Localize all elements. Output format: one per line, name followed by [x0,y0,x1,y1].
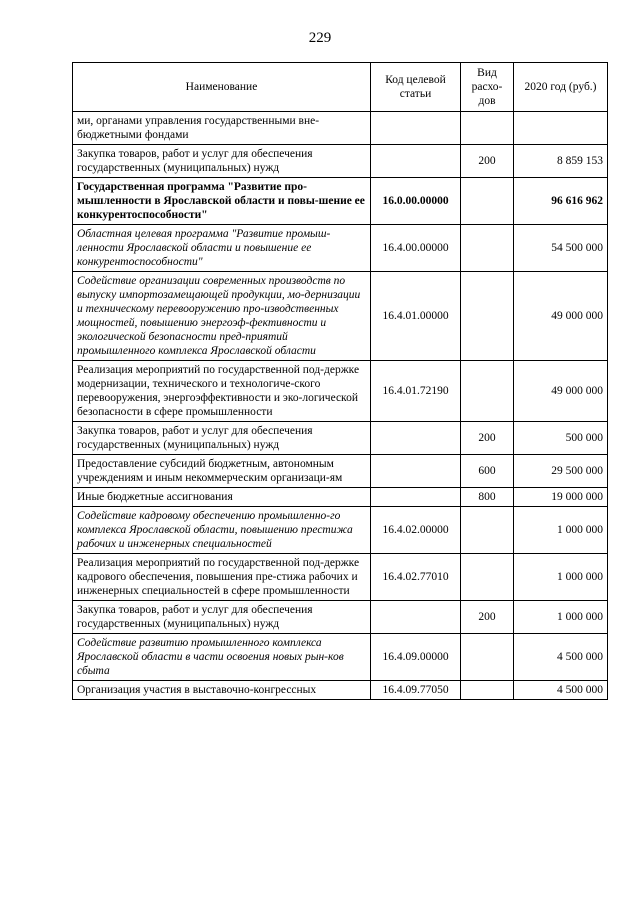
cell-name: Областная целевая программа "Развитие промыш-ленности Ярославской области и повышение ее конкурентоспособности" [73,225,371,272]
cell-code [371,145,461,178]
cell-code [371,455,461,488]
cell-sum: 29 500 000 [514,455,608,488]
table-row [73,178,608,225]
cell-name: Реализация мероприятий по государственной под-держке модернизации, технического и технологиче-ского перевооружения, энергоэффективности и эко-логической безопасности в сфере промышленности [73,361,371,422]
cell-sum: 1 000 000 [514,507,608,554]
cell-kind [461,361,514,422]
table-header-row [73,63,608,112]
cell-name: Предоставление субсидий бюджетным, автономным учреждениям и иным некоммерческим организаци-ям [73,455,371,488]
cell-sum: 4 500 000 [514,634,608,681]
budget-table [72,62,608,700]
cell-kind: 600 [461,455,514,488]
cell-name: Организация участия в выставочно-конгрессных [73,681,371,700]
cell-kind: 200 [461,601,514,634]
header-name: Наименование [73,63,371,112]
cell-kind [461,225,514,272]
cell-sum [514,112,608,145]
cell-code: 16.4.09.00000 [371,634,461,681]
table-row [73,634,608,681]
table-row [73,601,608,634]
cell-code: 16.4.02.77010 [371,554,461,601]
cell-name: Содействие кадровому обеспечению промышленно-го комплекса Ярославской области, повышению престижа рабочих и инженерных специальностей [73,507,371,554]
cell-sum: 49 000 000 [514,361,608,422]
table-row [73,422,608,455]
cell-kind [461,112,514,145]
cell-name: Закупка товаров, работ и услуг для обеспечения государственных (муниципальных) нужд [73,601,371,634]
cell-sum: 8 859 153 [514,145,608,178]
cell-code [371,601,461,634]
cell-sum: 96 616 962 [514,178,608,225]
table-row [73,361,608,422]
cell-kind [461,178,514,225]
cell-code [371,422,461,455]
cell-sum: 4 500 000 [514,681,608,700]
cell-kind: 800 [461,488,514,507]
cell-name: Закупка товаров, работ и услуг для обеспечения государственных (муниципальных) нужд [73,145,371,178]
cell-name: Закупка товаров, работ и услуг для обеспечения государственных (муниципальных) нужд [73,422,371,455]
header-sum: 2020 год (руб.) [514,63,608,112]
header-code: Код целевой статьи [371,63,461,112]
table-row [73,225,608,272]
cell-kind: 200 [461,422,514,455]
cell-kind: 200 [461,145,514,178]
table-row [73,145,608,178]
cell-kind [461,681,514,700]
cell-code: 16.4.01.00000 [371,272,461,361]
cell-code [371,112,461,145]
cell-code: 16.4.02.00000 [371,507,461,554]
cell-sum: 54 500 000 [514,225,608,272]
cell-sum: 19 000 000 [514,488,608,507]
cell-name: Государственная программа "Развитие про-мышленности в Ярославской области и повы-шение ее конкурентоспособности" [73,178,371,225]
cell-sum: 49 000 000 [514,272,608,361]
cell-code [371,488,461,507]
cell-code: 16.4.09.77050 [371,681,461,700]
table-row [73,112,608,145]
cell-name: Иные бюджетные ассигнования [73,488,371,507]
cell-name: ми, органами управления государственными вне-бюджетными фондами [73,112,371,145]
cell-name: Содействие развитию промышленного комплекса Ярославской области в части освоения новых рын-ков сбыта [73,634,371,681]
cell-sum: 1 000 000 [514,554,608,601]
cell-code: 16.0.00.00000 [371,178,461,225]
cell-name: Содействие организации современных производств по выпуску импортозамещающей продукции, мо-дернизации и техническому перевооружению про-изводственных мощностей, повышению энергоэф-фективности и экологической безопасности пред-приятий промышленного комплекса Ярославской области [73,272,371,361]
cell-kind [461,507,514,554]
cell-name: Реализация мероприятий по государственной под-держке кадрового обеспечения, повышения пре-стижа рабочих и инженерных специальностей в сфере промышленности [73,554,371,601]
table-row [73,455,608,488]
cell-kind [461,272,514,361]
cell-kind [461,634,514,681]
page-number: 229 [308,30,332,46]
header-kind: Вид расхо-дов [461,63,514,112]
table-row [73,507,608,554]
table-row [73,488,608,507]
cell-sum: 1 000 000 [514,601,608,634]
cell-code: 16.4.00.00000 [371,225,461,272]
table-row [73,681,608,700]
cell-kind [461,554,514,601]
table-row [73,272,608,361]
cell-code: 16.4.01.72190 [371,361,461,422]
table-row [73,554,608,601]
cell-sum: 500 000 [514,422,608,455]
